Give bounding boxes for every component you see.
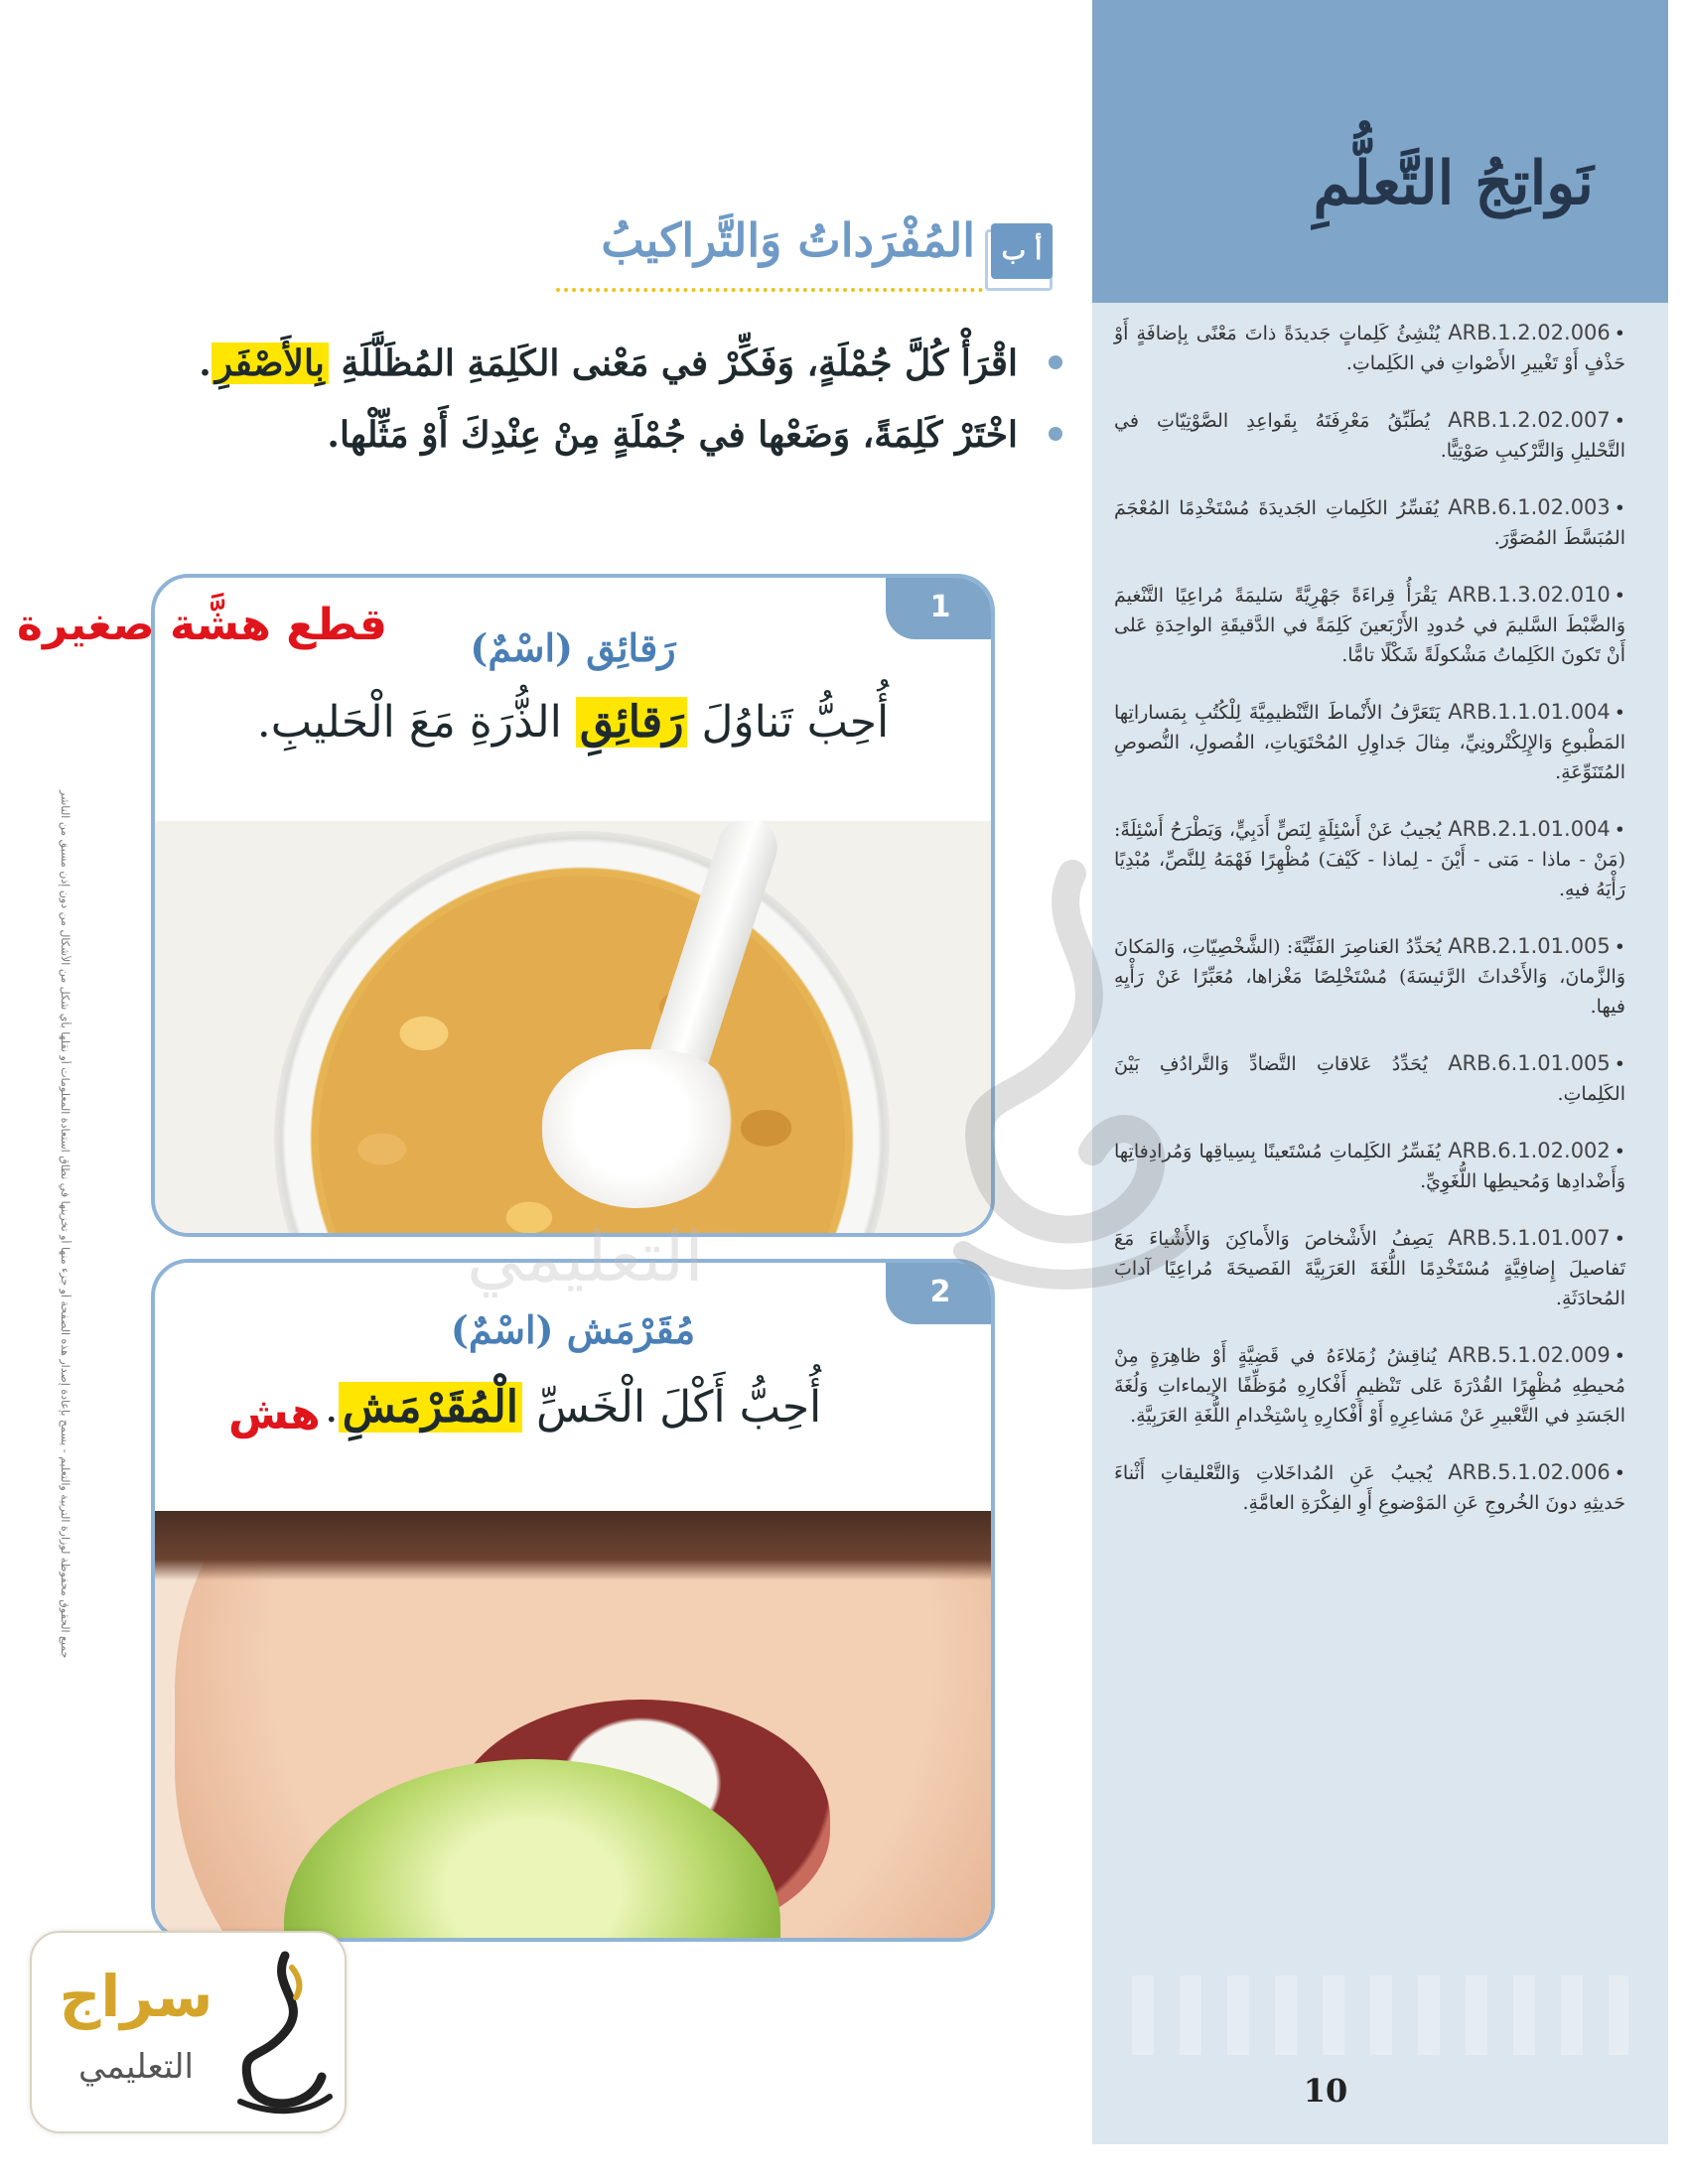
handwritten-note-1: قطع هشَّة صغيرة bbox=[17, 600, 387, 650]
outcome-text: يَتَعَرَّفُ الأَنْماطَ التَّنْظيمِيَّةَ لِلْكُتُبِ بِمَساراتِها المَطْبوعِ وَالإِلِكْتْرونِيِّ، مِثالَ جَداوِلِ المُحْتَوَياتِ، الفُصولِ، النُّصوصِ المُتَنَوِّعَةِ. bbox=[1114, 702, 1625, 783]
outcome-code: ARB.2.1.01.004 bbox=[1448, 817, 1611, 841]
logo-name: سراج bbox=[59, 1963, 213, 2030]
instruction-text: اخْتَرْ كَلِمَةً، وَضَعْها في جُمْلَةٍ مِنْ عِنْدِكَ أَوْ مَثِّلْها. bbox=[327, 414, 1018, 456]
instruction-punct: . bbox=[199, 342, 211, 384]
outcome-item bbox=[1114, 318, 1625, 378]
outcome-code: ARB.1.3.02.010 bbox=[1448, 583, 1611, 607]
outcome-text: يَصِفُ الأَشْخاصَ وَالأَماكِنَ وَالأَشْياءَ مَعَ تَفاصيلَ إِضافِيَّةٍ مُسْتَخْدِمًا اللُّغَةَ العَرَبِيَّةَ الفَصيحَةَ مُراعِيًا آدابَ المُحادَثَةِ. bbox=[1114, 1228, 1625, 1309]
outcome-code: ARB.1.2.02.006 bbox=[1448, 321, 1611, 344]
outcome-code: ARB.2.1.01.005 bbox=[1448, 934, 1611, 958]
outcome-code: ARB.5.1.02.006 bbox=[1448, 1460, 1611, 1484]
cereal-bowl-photo bbox=[155, 821, 991, 1237]
instruction-text: اقْرَأْ كُلَّ جُمْلَةٍ، وَفَكِّرْ في مَعْنى الكَلِمَةِ المُظَلَّلَةِ bbox=[328, 342, 1018, 384]
outcome-item bbox=[1114, 697, 1625, 787]
outcome-item bbox=[1114, 492, 1625, 553]
outcome-code: ARB.6.1.02.003 bbox=[1448, 495, 1611, 519]
outcome-text: يُناقِشُ زُمَلاءَهُ في قَضِيَّةٍ أَوْ ظاهِرَةٍ مِنْ مُحيطِهِ مُظْهِرًا القُدْرَةَ عَلى تَنْظيمِ أَفْكارِهِ مُوَظِّفًا الإيماءاتِ وَلُغَةَ الجَسَدِ في التَّعْبيرِ عَنْ مَشاعِرِهِ أَوْ أَفْكارِهِ بِاسْتِخْدامِ اللُّغَةِ العَرَبِيَّةِ. bbox=[1114, 1345, 1625, 1427]
card-number: 1 bbox=[886, 574, 995, 639]
outcome-code: ARB.5.1.01.007 bbox=[1448, 1226, 1611, 1250]
card-word: مُقَرْمَش (اسْمٌ) bbox=[450, 1307, 696, 1352]
card-number: 2 bbox=[886, 1259, 995, 1324]
outcome-item bbox=[1114, 1340, 1625, 1431]
outcome-text: يُفَسِّرُ الكَلِماتِ الجَديدَةَ مُسْتَخْدِمًا المُعْجَمَ المُبَسَّطَ المُصَوَّرَ. bbox=[1114, 497, 1625, 549]
siraj-logo bbox=[30, 1931, 347, 2133]
instructions-list bbox=[119, 328, 1062, 471]
instruction-choose bbox=[119, 399, 1062, 471]
sidebar-title: نَواتِجُ التَّعلُّمِ bbox=[1313, 149, 1594, 218]
logo-subtitle: التعليمي bbox=[78, 2047, 194, 2087]
instruction-read bbox=[119, 328, 1062, 399]
outcome-text: يُحَدِّدُ عَلاقاتِ التَّضادِّ وَالتَّرادُفِ بَيْنَ الكَلِماتِ. bbox=[1114, 1053, 1625, 1105]
section-title: المُفْرَداتُ وَالتَّراكيبُ bbox=[601, 213, 975, 267]
outcome-text: يُفَسِّرُ الكَلِماتِ مُسْتَعينًا بِسِياقِها وَمُرادِفاتِها وَأَضْدادِها وَمُحيطِها اللُّغَوِيِّ. bbox=[1114, 1141, 1625, 1192]
outcome-item bbox=[1114, 405, 1625, 466]
outcome-text: يُنْشِئُ كَلِماتٍ جَديدَةً ذاتَ مَعْنًى بِإضافَةٍ أَوْ حَذْفٍ أَوْ تَغْييرِ الأَصْواتِ في الكَلِماتِ. bbox=[1114, 323, 1625, 374]
handwritten-note-2: هش bbox=[228, 1389, 321, 1439]
copyright-side-note: جميع الحقوق محفوظة لوزارة التربية والتعليم - يسمح بإعادة إصدار هذه الصفحة أو جزء منها أو تخزينها في نطاق استعادة المعلومات أو نقلها بأي شكل من الأشكال من دون إذن مسبق من الناشر bbox=[59, 789, 71, 1658]
highlighted-word: الْمُقَرْمَشِ bbox=[339, 1382, 522, 1433]
sentence-part: أُحِبُّ أَكْلَ الْخَسِّ bbox=[522, 1382, 822, 1433]
vocabulary-book-icon: أ ب bbox=[991, 223, 1053, 279]
sentence-part: أُحِبُّ تَناوُلَ bbox=[687, 697, 890, 748]
card-word: رَقائِق (اسْمٌ) bbox=[470, 625, 676, 670]
outcome-item bbox=[1114, 1457, 1625, 1518]
outcome-code: ARB.1.2.02.007 bbox=[1448, 408, 1611, 432]
bullet-icon bbox=[1049, 355, 1062, 369]
outcome-item bbox=[1114, 580, 1625, 670]
decorative-dots bbox=[1132, 1976, 1628, 2055]
page-number: 10 bbox=[1303, 2072, 1348, 2110]
boy-eating-lettuce-photo bbox=[155, 1511, 991, 1942]
sidebar-header bbox=[1092, 0, 1668, 303]
section-heading bbox=[556, 213, 1053, 293]
outcome-text: يُجيبُ عَنْ أَسْئِلَةٍ لِنَصٍّ أَدَبِيٍّ، وَيَطْرَحُ أَسْئِلَةً: (مَنْ - ماذا - مَتى - أَيْنَ - لِماذا - كَيْفَ) مُظْهِرًا فَهْمَهُ لِلنَّصِّ، مُبْدِيًا رَأْيَهُ فيهِ. bbox=[1114, 819, 1625, 900]
sentence-part: الذُّرَةِ مَعَ الْحَليبِ. bbox=[256, 697, 576, 748]
highlighted-word: بِالأَصْفَرِ bbox=[211, 342, 329, 384]
outcome-code: ARB.6.1.02.002 bbox=[1448, 1139, 1611, 1162]
outcome-text: يُحَدِّدُ العَناصِرَ الفَنِّيَّةَ: (الشَّخْصِيّاتِ، وَالمَكانَ وَالزَّمانَ، وَالأَحْداثَ الرَّئيسَةَ) مُسْتَخْلِصًا مَغْزاها، مُعَبِّرًا عَنْ رَأْيِهِ فيها. bbox=[1114, 936, 1625, 1018]
outcome-code: ARB.5.1.02.009 bbox=[1448, 1343, 1611, 1367]
section-underline bbox=[556, 288, 983, 292]
vocab-card-2 bbox=[151, 1259, 995, 1942]
outcome-code: ARB.6.1.01.005 bbox=[1448, 1051, 1611, 1075]
watermark-text: التعليمي bbox=[467, 1216, 704, 1297]
outcome-code: ARB.1.1.01.004 bbox=[1448, 700, 1611, 724]
highlighted-word: رَقائِقِ bbox=[576, 697, 688, 748]
siraj-watermark-icon bbox=[923, 854, 1201, 1310]
sentence-part: . bbox=[324, 1382, 339, 1433]
outcome-text: يُطَبِّقُ مَعْرِفَتَهُ بِقَواعِدِ الصَّوْتِيّاتِ في التَّحْليلِ وَالتَّرْكيبِ صَوْتِيًّا. bbox=[1114, 410, 1625, 462]
bullet-icon bbox=[1049, 427, 1062, 441]
outcome-text: يُجيبُ عَنِ المُداخَلاتِ وَالتَّعْليقاتِ أَثْناءَ حَديثِهِ دونَ الخُروجِ عَنِ المَوْضوعِ أَوِ الفِكْرَةِ العامَّةِ. bbox=[1114, 1462, 1625, 1514]
boy-hair bbox=[155, 1511, 991, 1580]
card-sentence bbox=[155, 697, 991, 748]
siraj-calligraphy-icon bbox=[230, 1948, 335, 2116]
outcome-text: يَقْرَأُ قِراءَةً جَهْرِيَّةً سَليمَةً مُراعِيًا التَّنْغيمَ وَالضَّبْطَ السَّليمَ في حُدودِ الأَرْبَعينَ كَلِمَةً في الدَّقيقَةِ الواحِدَةِ عَلى أَنْ تَكونَ الكَلِماتُ مَشْكولَةً شَكْلًا تامًّا. bbox=[1114, 585, 1625, 666]
